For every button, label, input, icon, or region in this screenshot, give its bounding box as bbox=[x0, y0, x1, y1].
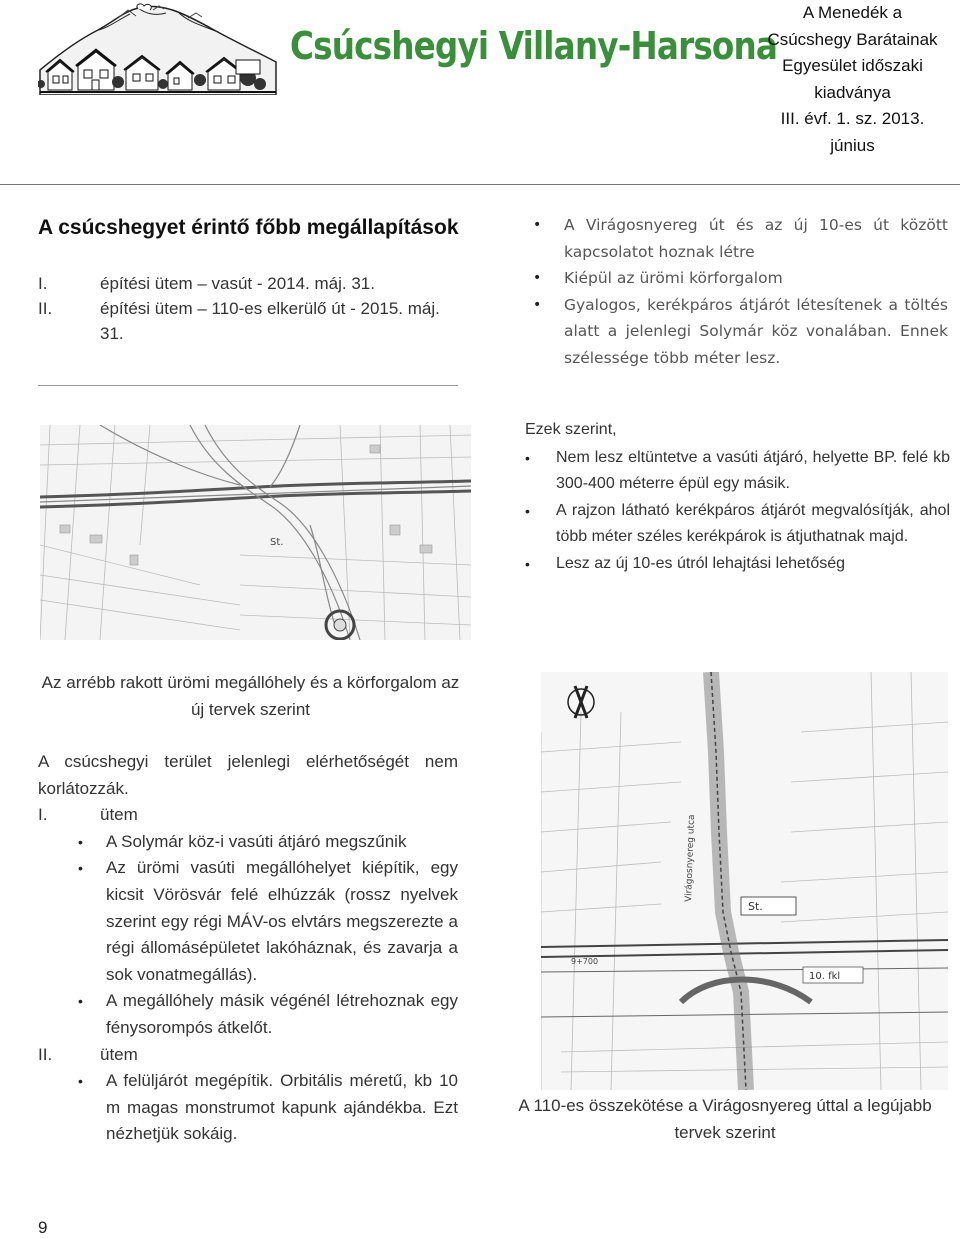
milestone-number: I. bbox=[38, 274, 48, 293]
stage-number: I. bbox=[38, 805, 48, 825]
milestone-number: II. bbox=[38, 299, 53, 318]
conclusion-item: • Lesz az új 10-es útról lehajtási lehetőség bbox=[525, 551, 950, 578]
header-divider bbox=[0, 184, 960, 185]
info-line: június bbox=[830, 135, 875, 155]
stages-block bbox=[38, 749, 458, 1148]
milestone-item bbox=[38, 296, 458, 346]
conclusions-block bbox=[525, 417, 950, 577]
road-connection-map bbox=[541, 672, 948, 1090]
access-paragraph: A csúcshegyi terület jelenlegi elérhetőségét nem korlátozzák. bbox=[38, 752, 458, 798]
stage-label: ütem bbox=[100, 1044, 138, 1064]
info-line: Csúcshegy Barátainak bbox=[767, 29, 938, 49]
stage-label: ütem bbox=[100, 805, 138, 825]
milestone-item bbox=[38, 271, 458, 296]
stage-number: II. bbox=[38, 1044, 53, 1064]
page-number: 9 bbox=[38, 1218, 48, 1237]
section-headline: A csúcshegyet érintő főbb megállapítások bbox=[38, 216, 459, 239]
map-label: Virágosnyereg utca bbox=[684, 814, 698, 903]
stage-item: • A felüljárót megépítik. Orbitális méretű, kb 10 m magas monstrumot kapunk ajándékba. Ezt nézhetjük sokáig. bbox=[78, 1068, 458, 1148]
map-caption: Az arrébb rakott ürömi megállóhely és a körforgalom az új tervek szerint bbox=[41, 673, 460, 719]
publication-info bbox=[760, 0, 945, 160]
stage-item: • A Solymár köz-i vasúti átjáró megszűnik bbox=[78, 829, 458, 856]
stage-item: • Az ürömi vasúti megállóhelyet kiépítik, egy kicsit Vörösvár felé elhúzzák (rossz nyelvek szerint egy régi MÁV-os elvtárs megszerezte a régi állomásépületet lakóháznak, és zavarja a sok vonatmegállás). bbox=[78, 855, 458, 988]
railway-plan-map bbox=[40, 425, 471, 640]
milestones-list bbox=[38, 271, 458, 346]
newsletter-logo bbox=[38, 0, 278, 100]
stage-heading bbox=[38, 802, 458, 829]
info-line: Egyesület időszaki bbox=[782, 56, 923, 76]
finding-item: • Kiépül az ürömi körforgalom bbox=[533, 265, 948, 292]
milestone-text: építési ütem – 110-es elkerülő út - 2015. máj. 31. bbox=[100, 299, 440, 343]
conclusion-item: • Nem lesz eltüntetve a vasúti átjáró, helyette BP. felé kb 300-400 méterre épül egy másik. bbox=[525, 445, 950, 498]
info-line: kiadványa bbox=[814, 82, 891, 102]
stage-item: • A megállóhely másik végénél létrehoznak egy fénysorompós átkelőt. bbox=[78, 988, 458, 1041]
masthead-title: Csúcshegyi Villany-Harsona bbox=[290, 24, 778, 68]
findings-list bbox=[564, 212, 948, 372]
stage-heading bbox=[38, 1042, 458, 1069]
finding-item: • A Virágosnyereg út és az új 10-es út között kapcsolatot hoznak létre bbox=[533, 212, 948, 265]
map-label: St. bbox=[270, 537, 284, 548]
conclusions-intro: Ezek szerint, bbox=[525, 421, 617, 438]
headline-divider bbox=[38, 385, 458, 386]
map-label: St. bbox=[748, 900, 763, 913]
info-line: III. évf. 1. sz. 2013. bbox=[780, 109, 925, 129]
map-label: 9+700 bbox=[571, 957, 599, 966]
finding-item: • Gyalogos, kerékpáros átjárót létesítenek a töltés alatt a jelenlegi Solymár köz vonalában. Ennek szélessége több méter lesz. bbox=[533, 292, 948, 372]
map-label: 10. fkl bbox=[809, 971, 841, 982]
info-line: A Menedék a bbox=[802, 3, 903, 22]
map-caption: A 110-es összekötése a Virágosnyereg úttal a legújabb tervek szerint bbox=[518, 1096, 932, 1142]
conclusion-item: • A rajzon látható kerékpáros átjárót megvalósítják, ahol több méter széles kerékpárok is átjuthatnak majd. bbox=[525, 498, 950, 551]
milestone-text: építési ütem – vasút - 2014. máj. 31. bbox=[100, 274, 375, 293]
